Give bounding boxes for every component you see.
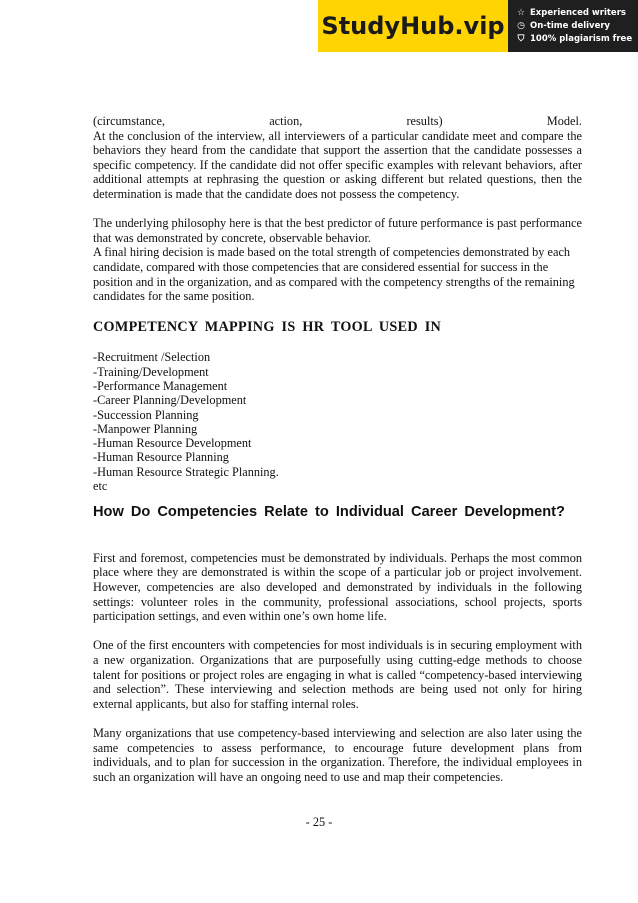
para1-first-line	[93, 114, 582, 129]
word: action,	[269, 114, 303, 128]
list-item: -Manpower Planning	[93, 421, 198, 436]
feature-plagiarism-free	[516, 34, 638, 44]
list-item: -Human Resource Planning	[93, 450, 229, 465]
hr-tool-list	[93, 350, 582, 493]
word: (circumstance,	[93, 114, 166, 128]
list-item: -Recruitment /Selection	[93, 350, 211, 365]
paragraph-hiring-decision: A final hiring decision is made based on the total strength of competencies demonstrated by each candidate, compared with those competencies that are considered essential for success in the position and in the organization, and as compared with the competency strengths of the remaining candidates for the same position.	[93, 245, 575, 304]
feature-label: 100% plagiarism free	[530, 34, 633, 44]
paragraph-many-organizations: Many organizations that use competency-based interviewing and selection are also later using the same competencies to assess performance, to encourage future development plans from individuals, and to plan for succession in the organization. Therefore, the individual employees in such an organization will have an ongoing need to use and map their competencies.	[93, 726, 582, 784]
list-item: etc	[93, 478, 108, 493]
page-number: - 25 -	[305, 815, 333, 829]
paragraph-first-encounters: One of the first encounters with competencies for most individuals is in securing employment with a new organization. Organizations that are purposefully using cutting-edge methods to choose talent for positions or project roles are engaging in what is called “competency-based interviewing and selection”. These interviewing and selection methods are being used not only for hiring external applicants, but also for staffing internal roles.	[93, 638, 582, 711]
document-body	[93, 114, 582, 784]
paragraph-philosophy: The underlying philosophy here is that the best predictor of future performance is past performance that was demonstrated by concrete, observable behavior.	[93, 216, 582, 245]
section-heading-competency-mapping: COMPETENCY MAPPING IS HR TOOL USED IN	[93, 318, 442, 335]
word: results)	[406, 114, 443, 128]
section-heading-career-development: How Do Competencies Relate to Individual Career Development?	[93, 504, 565, 521]
star-icon: ☆	[516, 8, 526, 18]
list-item: -Human Resource Development	[93, 436, 252, 451]
list-item: -Human Resource Strategic Planning.	[93, 464, 279, 479]
word: Model.	[546, 114, 582, 128]
paragraph-interview-conclusion: At the conclusion of the interview, all interviewers of a particular candidate meet and compare the behaviors they heard from the candidate that support the assertion that the candidate possesses a specific competency. If the candidate did not offer specific examples with relevant behaviors, after additional attempts at rephrasing the question or asking different but related questions, then the determination is made that the candidate does not possess the competency.	[93, 128, 582, 201]
banner-features	[508, 0, 638, 52]
list-item: -Succession Planning	[93, 407, 199, 422]
clock-icon: ◷	[517, 21, 525, 31]
feature-label: Experienced writers	[530, 8, 626, 18]
shield-icon: ⛉	[517, 34, 525, 44]
list-item: -Training/Development	[93, 364, 209, 379]
studyhub-logo[interactable]: StudyHub.vip	[318, 0, 508, 52]
feature-on-time-delivery	[516, 21, 638, 31]
feature-experienced-writers	[516, 8, 638, 18]
paragraph-first-and-foremost: First and foremost, competencies must be demonstrated by individuals. Perhaps the most common place where they are demonstrated is within the scope of a particular job or project involvement. However, competencies are also developed and demonstrated by individuals in the following settings: volunteer roles in the community, professional associations, school projects, sports participation settings, and even within one’s own home life.	[93, 550, 582, 624]
list-item: -Career Planning/Development	[93, 393, 247, 408]
feature-label: On-time delivery	[530, 21, 611, 31]
list-item: -Performance Management	[93, 378, 228, 393]
studyhub-banner[interactable]	[318, 0, 638, 52]
